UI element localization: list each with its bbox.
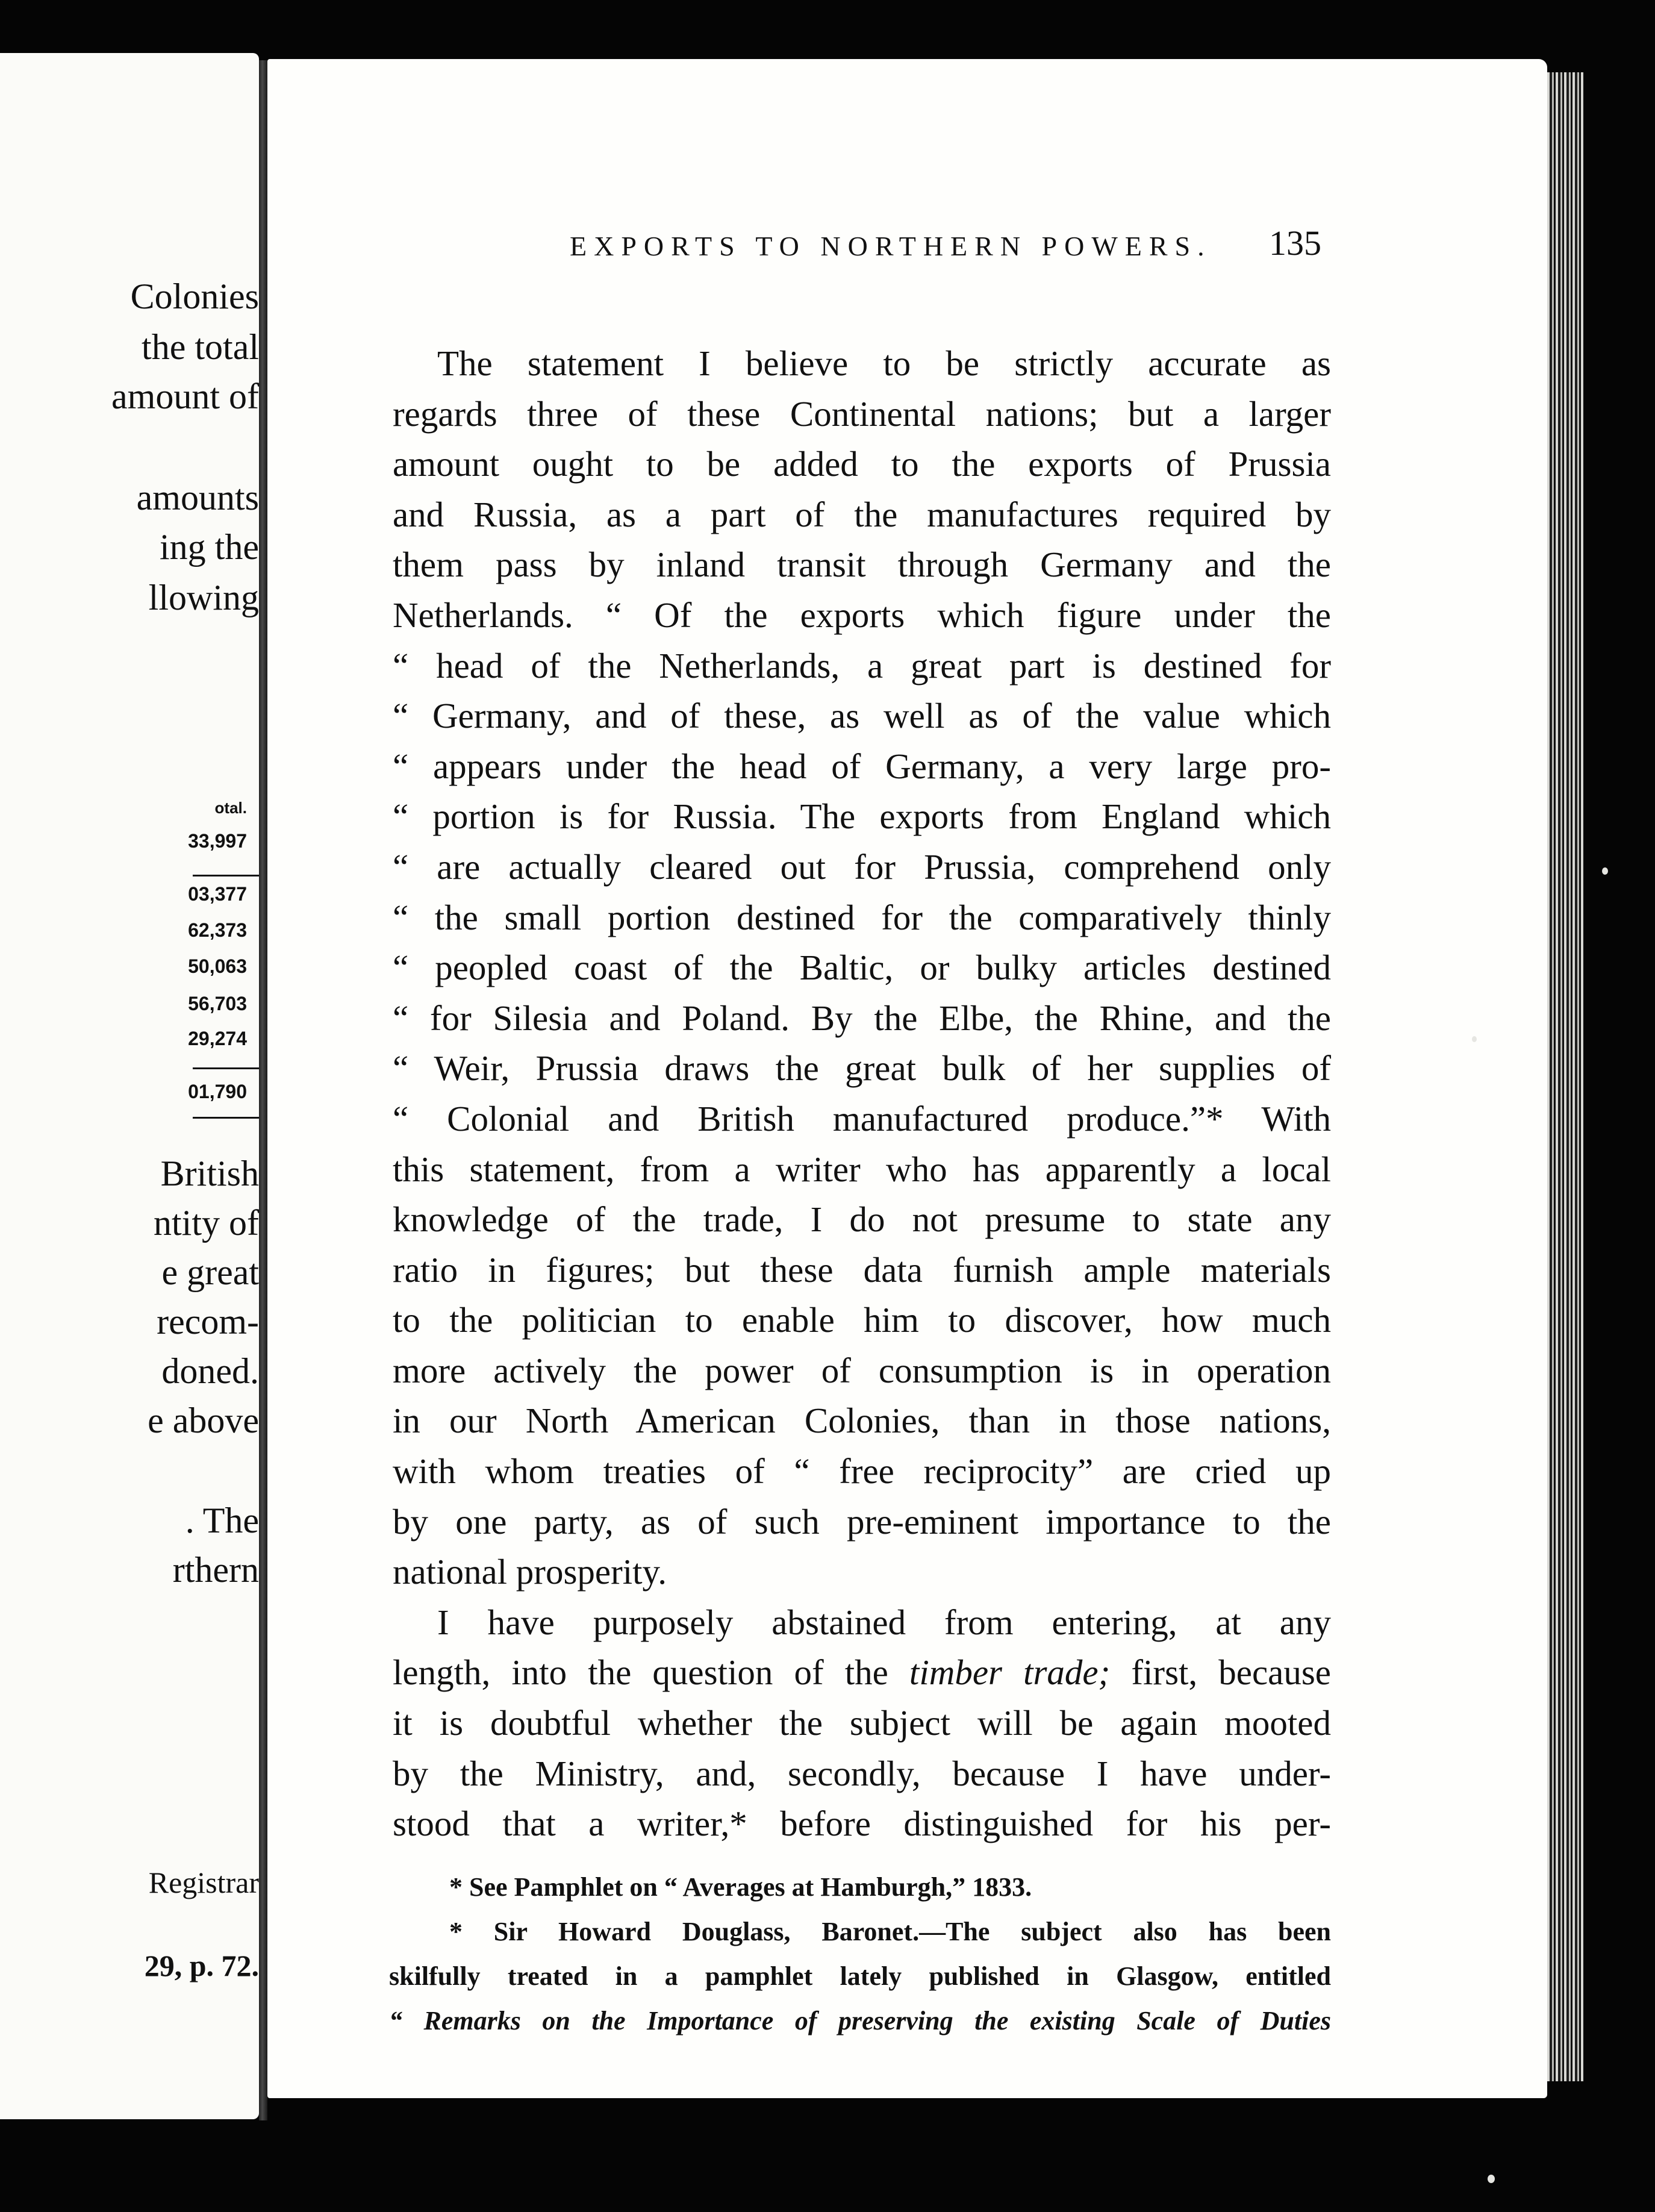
left-page-line: 29, p. 72. xyxy=(144,1949,259,1982)
text-line: in our North American Colonies, than in those nations, xyxy=(393,1401,1331,1441)
text-line-with-italic xyxy=(393,1648,1331,1698)
left-page-line: llowing xyxy=(148,578,259,617)
left-table-rule xyxy=(193,875,259,876)
running-head: EXPORTS TO NORTHERN POWERS. xyxy=(570,231,1212,261)
left-page-fragment xyxy=(0,53,259,2119)
text-line: more actively the power of consumption is in operation xyxy=(393,1350,1331,1390)
left-table-rule xyxy=(193,1117,259,1119)
text-line: “ head of the Netherlands, a great part is destined for xyxy=(393,645,1331,686)
text-line: The statement I believe to be strictly accurate as xyxy=(437,343,1331,383)
footnote-line: * Sir Howard Douglass, Baronet.—The subject also has been xyxy=(449,1917,1331,1946)
footnote-line: skilfully treated in a pamphlet lately published in Glasgow, entitled xyxy=(389,1961,1331,1991)
text-line: “ appears under the head of Germany, a very large pro- xyxy=(393,746,1331,786)
text-line: and Russia, as a part of the manufactures required by xyxy=(393,494,1331,534)
page-edges xyxy=(1547,72,1583,2081)
left-page-line: rthern xyxy=(172,1550,259,1590)
text-line: “ Germany, and of these, as well as of the value which xyxy=(393,696,1331,736)
scan-speck xyxy=(1602,867,1608,875)
left-table-value: 03,377 xyxy=(188,883,247,905)
left-page-line: Registrar xyxy=(148,1866,259,1899)
text-line: “ peopled coast of the Baltic, or bulky articles destined xyxy=(393,948,1331,988)
left-page-line: Colonies xyxy=(130,276,259,316)
text-line: this statement, from a writer who has apparently a local xyxy=(393,1149,1331,1189)
left-page-line: . The xyxy=(185,1501,259,1540)
left-page-line: the total xyxy=(142,327,259,367)
footnote-line: * See Pamphlet on “ Averages at Hamburgh,” 1833. xyxy=(449,1872,1032,1902)
left-page-line: ntity of xyxy=(154,1203,259,1243)
left-table-value: 29,274 xyxy=(188,1028,247,1049)
text-line: knowledge of the trade, I do not presume to state any xyxy=(393,1199,1331,1240)
text-line: “ for Silesia and Poland. By the Elbe, the Rhine, and the xyxy=(393,998,1331,1038)
left-page-line: ing the xyxy=(160,527,259,567)
footnote-line-italic: “ Remarks on the Importance of preserving the existing Scale of Duties xyxy=(389,2006,1331,2035)
left-table-value: 50,063 xyxy=(188,955,247,977)
text-line: stood that a writer,* before distinguished for his per- xyxy=(393,1804,1331,1844)
text-segment: first, because xyxy=(1110,1652,1331,1693)
left-table-rule xyxy=(193,1067,259,1069)
text-line: to the politician to enable him to discover, how much xyxy=(393,1300,1331,1340)
text-line: by one party, as of such pre-eminent importance to the xyxy=(393,1501,1331,1542)
text-line: regards three of these Continental nations; but a larger xyxy=(393,393,1331,434)
text-line: national prosperity. xyxy=(393,1552,667,1592)
left-table-value: 56,703 xyxy=(188,993,247,1014)
footnotes xyxy=(389,1865,1331,2043)
left-page-line: amount of xyxy=(111,376,259,416)
text-line: Netherlands. “ Of the exports which figure under the xyxy=(393,595,1331,635)
text-line: I have purposely abstained from entering, at any xyxy=(437,1602,1331,1642)
text-line: “ are actually cleared out for Prussia, comprehend only xyxy=(393,846,1331,887)
left-table-value: 62,373 xyxy=(188,919,247,941)
left-page-line: e above xyxy=(148,1401,259,1440)
left-table-header: otal. xyxy=(214,799,247,817)
left-page-line: British xyxy=(160,1154,259,1193)
page-header xyxy=(267,223,1547,265)
book-spine-gutter xyxy=(259,60,267,2120)
text-line: ratio in figures; but these data furnish ample materials xyxy=(393,1249,1331,1290)
book-page xyxy=(267,59,1547,2098)
text-line: “ Weir, Prussia draws the great bulk of her supplies of xyxy=(393,1048,1331,1089)
text-line: with whom treaties of “ free reciprocity” are cried up xyxy=(393,1451,1331,1492)
text-line: “ the small portion destined for the comparatively thinly xyxy=(393,897,1331,937)
body-text xyxy=(393,339,1331,1849)
text-segment: length, into the question of the xyxy=(393,1652,909,1693)
text-line: “ portion is for Russia. The exports from England which xyxy=(393,796,1331,837)
left-page-line: e great xyxy=(161,1252,259,1292)
left-page-line: amounts xyxy=(136,478,259,517)
scan-speck xyxy=(1472,1036,1477,1042)
left-table-total: 01,790 xyxy=(188,1081,247,1102)
left-table-value: 33,997 xyxy=(188,830,247,852)
left-page-line: doned. xyxy=(161,1351,259,1391)
text-line: by the Ministry, and, secondly, because I have under- xyxy=(393,1753,1331,1793)
text-line: it is doubtful whether the subject will be again mooted xyxy=(393,1703,1331,1743)
left-page-line: recom- xyxy=(157,1302,259,1342)
text-line: “ Colonial and British manufactured produce.”* With xyxy=(393,1098,1331,1139)
text-line: them pass by inland transit through Germany and the xyxy=(393,545,1331,585)
page-number: 135 xyxy=(1269,223,1321,263)
text-line: amount ought to be added to the exports of Prussia xyxy=(393,444,1331,484)
italic-phrase: timber trade; xyxy=(909,1652,1111,1693)
scan-speck xyxy=(1488,2175,1495,2183)
